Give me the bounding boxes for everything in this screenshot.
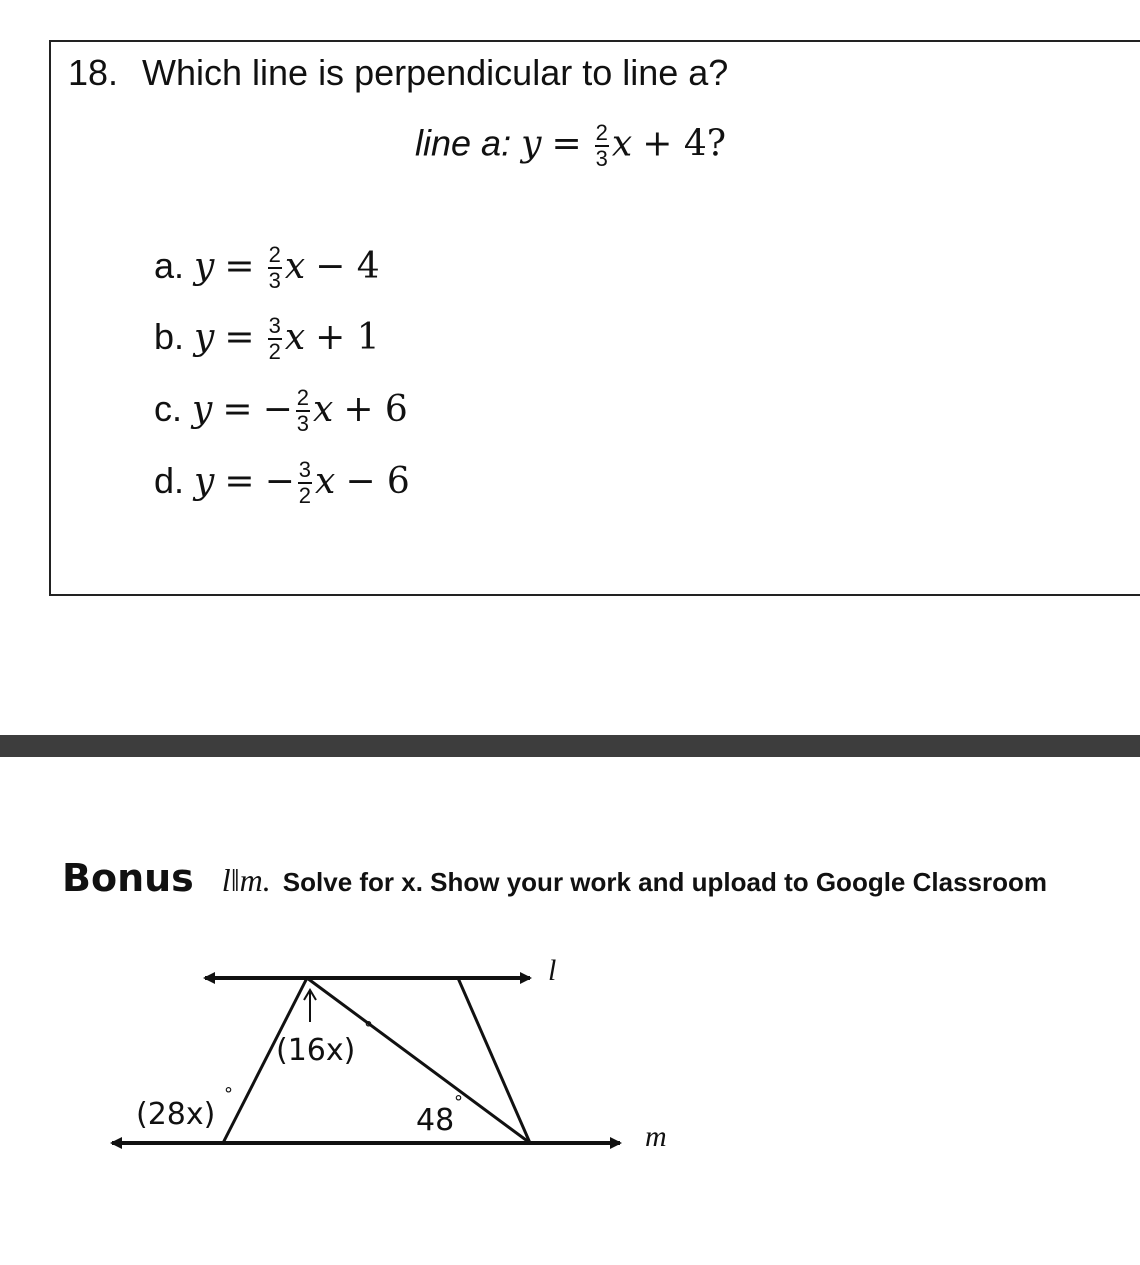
- choice-x: x: [284, 317, 306, 358]
- choice-equals: =: [224, 317, 255, 358]
- given-fraction: [595, 122, 609, 170]
- choice-y: y: [194, 461, 215, 502]
- choice-sign: −: [264, 461, 295, 502]
- line-m-label: m: [645, 1120, 667, 1153]
- angle-28x-label: (28x): [136, 1097, 216, 1132]
- choice-letter: d.: [154, 460, 185, 501]
- choice-fraction: [296, 387, 310, 435]
- choice-denominator: 2: [298, 483, 311, 509]
- bonus-title: Bonus: [62, 856, 194, 900]
- question-number: 18.: [68, 52, 119, 93]
- given-denominator: 3: [595, 146, 608, 171]
- question-title: [68, 52, 728, 94]
- given-line-label: line a:: [415, 122, 512, 164]
- choice-rest: + 1: [315, 317, 380, 358]
- choice-numerator: 2: [296, 385, 309, 411]
- choice-denominator: 2: [268, 339, 281, 365]
- given-line-equation: [415, 122, 726, 170]
- choice-rest: − 4: [315, 246, 380, 287]
- section-divider: [0, 735, 1140, 757]
- parallel-lines-figure: [0, 930, 720, 1190]
- right-transversal: [458, 978, 530, 1143]
- given-rest: + 4?: [642, 123, 727, 165]
- choice-numerator: 3: [268, 313, 281, 339]
- choice-fraction: [268, 244, 282, 292]
- choice-fraction: [268, 315, 282, 363]
- choice-numerator: 2: [268, 242, 281, 268]
- choice-d[interactable]: [154, 445, 410, 517]
- choice-sign: −: [262, 389, 293, 430]
- choice-numerator: 3: [298, 457, 311, 483]
- choice-x: x: [312, 389, 334, 430]
- parallel-statement: [222, 862, 271, 898]
- angle-16x-degree: °: [364, 1018, 373, 1039]
- given-equals: =: [551, 123, 582, 165]
- choice-c[interactable]: [154, 373, 408, 445]
- angle-16x-label: (16x): [276, 1033, 356, 1068]
- choice-fraction: [298, 459, 312, 507]
- choice-x: x: [315, 461, 336, 502]
- question-prompt: Which line is perpendicular to line a?: [142, 52, 729, 93]
- parallel-l: l: [221, 862, 231, 898]
- choice-denominator: 3: [268, 268, 281, 294]
- given-y: y: [521, 123, 542, 165]
- choice-letter: b.: [154, 316, 185, 357]
- choice-y: y: [194, 246, 215, 287]
- choice-equals: =: [224, 246, 255, 287]
- given-numerator: 2: [595, 120, 608, 145]
- choice-rest: − 6: [345, 461, 410, 502]
- choice-rest: + 6: [343, 389, 408, 430]
- choice-a[interactable]: [154, 230, 380, 302]
- line-l-label: l: [548, 954, 557, 987]
- angle-28x-degree: °: [224, 1084, 233, 1105]
- given-x: x: [611, 123, 633, 165]
- choice-letter: c.: [154, 388, 183, 429]
- choice-letter: a.: [154, 245, 185, 286]
- choice-x: x: [284, 246, 306, 287]
- choice-equals: =: [224, 461, 255, 502]
- bonus-instruction: Solve for x. Show your work and upload to Google Classroom: [282, 867, 1047, 897]
- choice-b[interactable]: [154, 301, 380, 373]
- choice-equals: =: [222, 389, 253, 430]
- parallel-symbol: ‖: [230, 862, 240, 898]
- bonus-heading: [62, 850, 1047, 906]
- parallel-m: m.: [239, 862, 271, 898]
- choice-y: y: [194, 317, 215, 358]
- choice-denominator: 3: [296, 411, 309, 437]
- angle-48-degree: °: [454, 1092, 463, 1113]
- angle-48-label: 48: [416, 1103, 455, 1138]
- choice-y: y: [192, 389, 213, 430]
